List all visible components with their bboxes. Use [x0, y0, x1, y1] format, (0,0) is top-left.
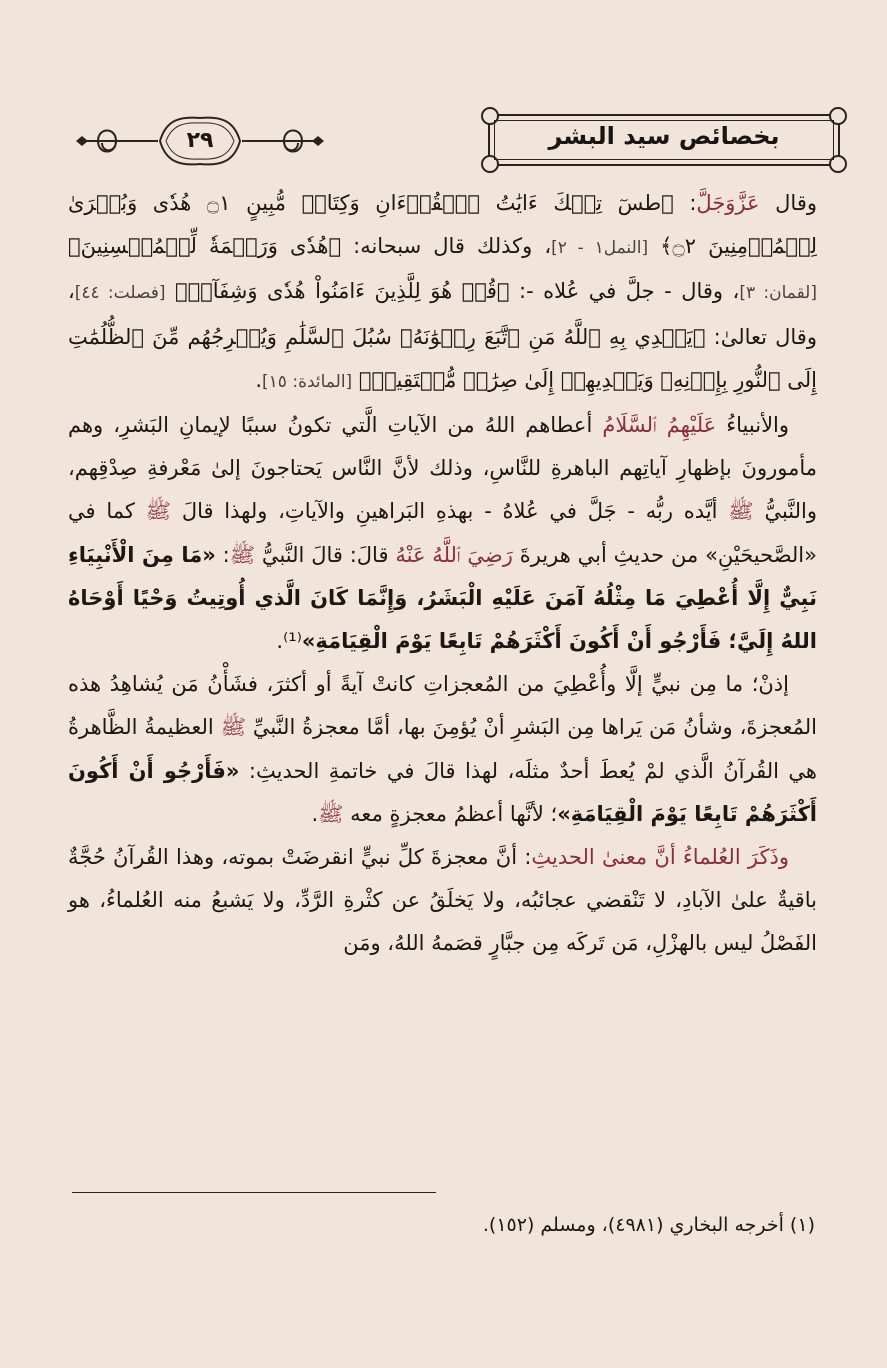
text-run: ، وقال - جلَّ في عُلاه -: — [509, 279, 740, 304]
honorific-text: عَلَيْهِمُ ٱلسَّلَامُ — [602, 413, 717, 438]
quran-verse: ﴿يَهۡدِي بِهِ ٱللَّهُ مَنِ ٱتَّبَعَ رِضۡوَٰنَهُۥ سُبُلَ ٱلسَّلَٰمِ وَيُخۡرِجُهُم مِّنَ ٱلظُّلُمَٰتِ إِلَى ٱلنُّورِ بِإِذۡنِهِۦ وَيَهۡدِيهِمۡ إِلَىٰ صِرَٰطٖ مُّسۡتَقِيمٖ﴾ — [68, 324, 817, 392]
text-run — [648, 234, 660, 258]
body-text — [68, 182, 817, 966]
paragraph — [68, 404, 817, 663]
text-run: . — [311, 801, 319, 826]
corner-ornament — [829, 155, 847, 173]
honorific-text: ﷺ — [728, 499, 754, 524]
running-title-frame — [488, 114, 840, 166]
text-run: وقال — [759, 191, 817, 215]
text-run: أعطاهم اللهُ من الآياتِ الَّتي تكونُ سببًا لإيمانِ البَشرِ، وهم مأمورونَ بإظهارِ آياتِهم الباهرةِ للنَّاسِ، وذلك لأنَّ النَّاس يَحتاجونَ إلىٰ مَعْرفةِ صِدْقِهم، والنَّبيُّ — [68, 413, 817, 524]
honorific-text: ﷺ — [229, 542, 256, 567]
text-run: ؛ لأنَّها أعظمُ معجزةٍ معه — [343, 801, 558, 826]
paragraph — [68, 836, 817, 966]
text-run: ، وقال تعالىٰ: — [68, 279, 817, 349]
quran-verse: ﴿طسٓ تِلۡكَ ءَايَٰتُ ٱلۡقُرۡءَانِ وَكِتَابٖ مُّبِينٍ ۝١ هُدٗى وَبُشۡرَىٰ لِلۡمُؤۡمِنِينَ ۝٢﴾ — [68, 191, 817, 259]
footnote-separator — [72, 1192, 436, 1193]
honorific-text: ﷺ — [145, 499, 172, 524]
verse-reference: [المائدة: ١٥] — [262, 371, 353, 392]
honorific-text: ﷺ — [318, 801, 344, 826]
text-run: : — [215, 542, 230, 567]
page-number: ٢٩ — [186, 128, 214, 153]
text-run: إذنْ؛ ما مِن نبيٍّ إلَّا وأُعْطِيَ من المُعجزاتِ كانتْ آيةً أو أكثرَ، فشَأْنُ مَن يُشاهِدُ هذه المُعجزةَ، وشأنُ مَن يَراها مِن البَشرِ أنْ يُؤمِنَ بها، أمَّا معجزةُ النَّبيِّ — [68, 672, 817, 740]
verse-reference: [لقمان: ٣] — [739, 283, 817, 304]
page-number-ornament — [70, 110, 480, 172]
verse-reference: [النمل١ - ٢] — [551, 238, 649, 259]
paragraph — [68, 663, 817, 836]
text-run: ، وكذلك قال سبحانه: — [341, 234, 552, 259]
paragraph — [68, 182, 817, 404]
text-run: : — [673, 191, 697, 215]
honorific-text: عَزَّوَجَلَّ — [696, 191, 760, 215]
honorific-text: وذَكَرَ العُلماءُ أنَّ معنىٰ الحديثِ — [531, 845, 789, 870]
text-run — [352, 368, 359, 392]
verse-reference: [فصلت: ٤٤] — [74, 283, 166, 304]
honorific-text: ﷺ — [220, 715, 246, 740]
text-run: والأنبياءُ — [716, 413, 790, 438]
text-run — [165, 279, 175, 303]
text-run: : أنَّ معجزةَ كلِّ نبيٍّ انقرضَتْ بموته، وهذا القُرآنُ حُجَّةٌ باقيةٌ علىٰ الآبادِ، لا تَنْقضي عجائبُه، ولا يَخلَقُ عن كثْرةِ الرَّدِّ، ولا يَشبعُ منه العُلماءُ، هو الفَصْلُ ليس بالهزْلِ، مَن تَركَه مِن جبَّارٍ قصَمهُ اللهُ، ومَن — [68, 845, 817, 956]
honorific-text: رَضِيَ ٱللَّهُ عَنْهُ — [395, 542, 513, 567]
text-run: قالَ: قالَ النَّبيُّ — [255, 542, 396, 567]
page-header — [70, 110, 840, 172]
hadith-quote: «مَا مِنَ الْأَنْبِيَاءِ نَبِيٌّ إِلَّا أُعْطِيَ مَا مِثْلُهُ آمَنَ عَلَيْهِ الْبَشَرُ، وَإِنَّمَا كَانَ الَّذي أُوتِيتُ وَحْيًا أَوْحَاهُ اللهُ إِلَيَّ؛ فَأَرْجُو أَنْ أَكُونَ أَكْثَرَهُمْ تَابِعًا يَوْمَ الْقِيَامَةِ» — [68, 542, 817, 654]
text-run: العظيمةُ الظَّاهرةُ هي القُرآنُ الَّذي لمْ يُعطَ أحدٌ مثلَه، لهذا قالَ في خاتمةِ الحديثِ: — [68, 715, 818, 783]
footnote: (١) أخرجه البخاري (٤٩٨١)، ومسلم (١٥٢). — [482, 1214, 815, 1236]
corner-ornament — [481, 155, 499, 173]
running-title: بخصائص سيد البشر — [548, 122, 780, 150]
text-run: أيَّده ربُّه - جَلَّ في عُلاهُ - بهذهِ البَراهينِ والآياتِ، ولهذا قالَ — [171, 499, 729, 524]
hadith-quote: «فَأَرْجُو أَنْ أَكُونَ أَكْثَرَهُمْ تَابِعًا يَوْمَ الْقِيَامَةِ» — [68, 758, 817, 826]
quran-verse: ﴿قُلۡ هُوَ لِلَّذِينَ ءَامَنُواْ هُدٗى وَشِفَآءٞ﴾ — [174, 279, 510, 304]
quran-verse: ﴿هُدٗى وَرَحۡمَةٗ لِّلۡمُحۡسِنِينَ﴾ — [68, 234, 342, 259]
text-run: . — [255, 367, 263, 392]
text-run: كما في «الصَّحيحَيْنِ» من حديثِ أبي هريرةَ — [68, 499, 817, 567]
text-run: ⁽¹⁾. — [276, 629, 302, 654]
